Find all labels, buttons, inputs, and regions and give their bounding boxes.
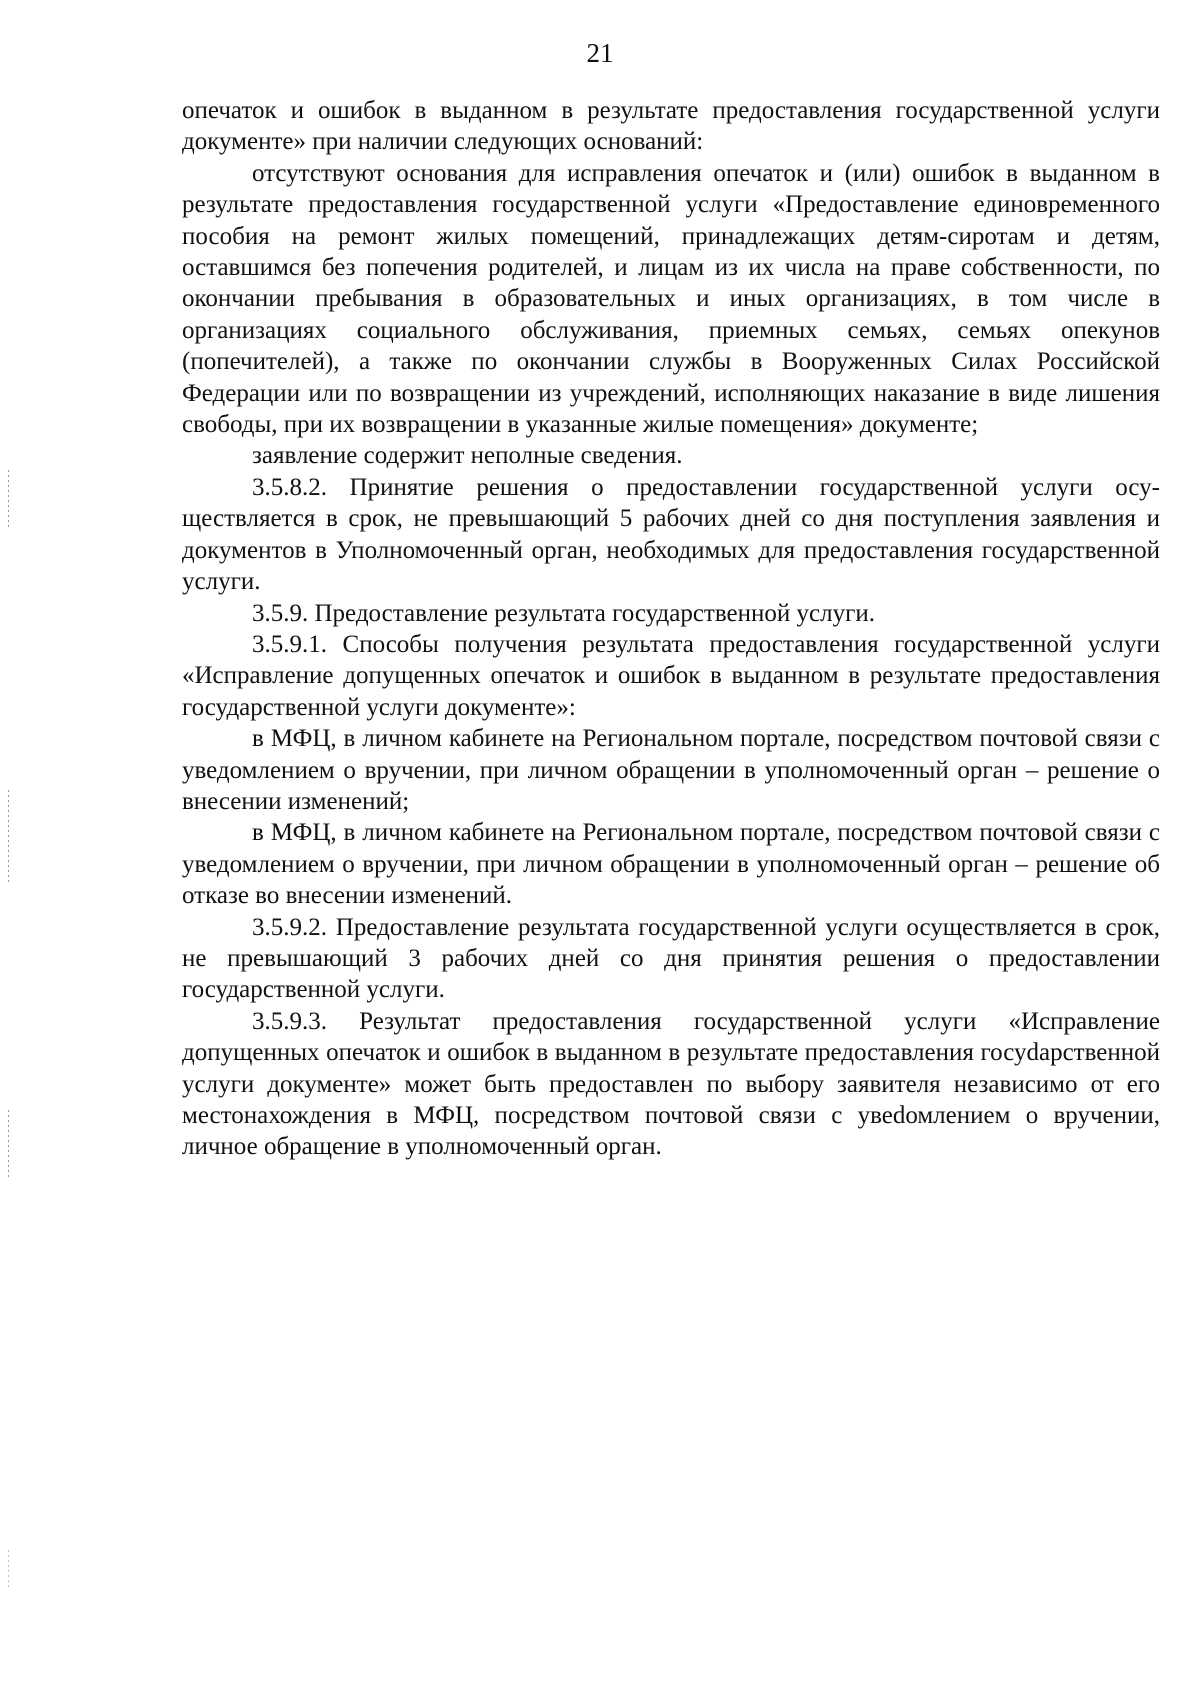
paragraph-3-5-9: 3.5.9. Предоставление результата государственной услуги. [252,599,875,627]
paragraph-no-grounds: отсутствуют основания для исправления опечаток и (или) ошибок в выданном в результате предоставления государственной услуги «Предоставление единовременного пособия на ремонт жилых помещений, принадлежащих детям-сиротам и детям, оставшимся без попечения родителей, и лицам из их числа на праве собственности, по окончании пребывания в образовательных и иных организациях, в том числе в организациях социального обслуживания, приемных семьях, семьях опекунов (попечителей), а также по окончании службы в Вооруженных Силах Российской Федерации или по возвращении из учреждений, исполняющих наказание в виде лишения свободы, при их возвращении в указанные жилые помещения» документе; [182,159,1160,439]
paragraph-3-5-9-3: 3.5.9.3. Результат предоставления государственной услуги «Исправление допущенных опечаток и ошибок в выданном в результате предоставления госуdарственной услуги документе» может быть предоставлен по выбору заявителя независимо от его местонахождения в МФЦ, посредством почтовой связи с увеdомлением о вручении, личное обращение в уполномоченный орган. [182,1007,1160,1161]
paragraph-3-5-9-2: 3.5.9.2. Предоставление результата государственной услуги осуществляется в срок, не превышающий 3 рабочих дней со дня принятия решения о предоставлении государственной услуги. [182,913,1160,1004]
page-number: 21 [586,38,614,68]
scan-artifact [8,1550,9,1590]
document-body [182,95,1160,1163]
paragraph-continuation: опечаток и ошибок в выданном в результате предоставления государственной услуги документе» при наличии следующих оснований: [182,97,1160,156]
scan-artifact [8,1110,9,1180]
paragraph-3-5-9-1: 3.5.9.1. Способы получения результата предоставления государственной услуги «Исправление допущенных опечаток и ошибок в выданном в результате предоставления государственной услуги документе»: [182,630,1160,721]
paragraph-incomplete-info: заявление содержит неполные сведения. [252,442,683,470]
paragraph-mfc-decision-changes: в МФЦ, в личном кабинете на Региональном портале, посредством почтовой связи с уведомлением о вручении, при личном обращении в уполномоченный орган – решение о внесении изменений; [182,725,1160,815]
paragraph-mfc-decision-refusal: в МФЦ, в личном кабинете на Региональном портале, посредством почтовой связи с уведомлением о вручении, при личном обращении в уполномоченный орган – решение об отказе во внесении изменений. [182,819,1160,910]
scan-artifact [8,470,9,530]
scan-artifact [8,790,9,885]
paragraph-3-5-8-2: 3.5.8.2. Принятие решения о предоставлении государственной услуги осуществляется в срок, не превышающий 5 рабочих дней со дня поступления заявления и документов в Уполномоченный орган, необходимых для предоставления государственной услуги. [182,473,1160,596]
